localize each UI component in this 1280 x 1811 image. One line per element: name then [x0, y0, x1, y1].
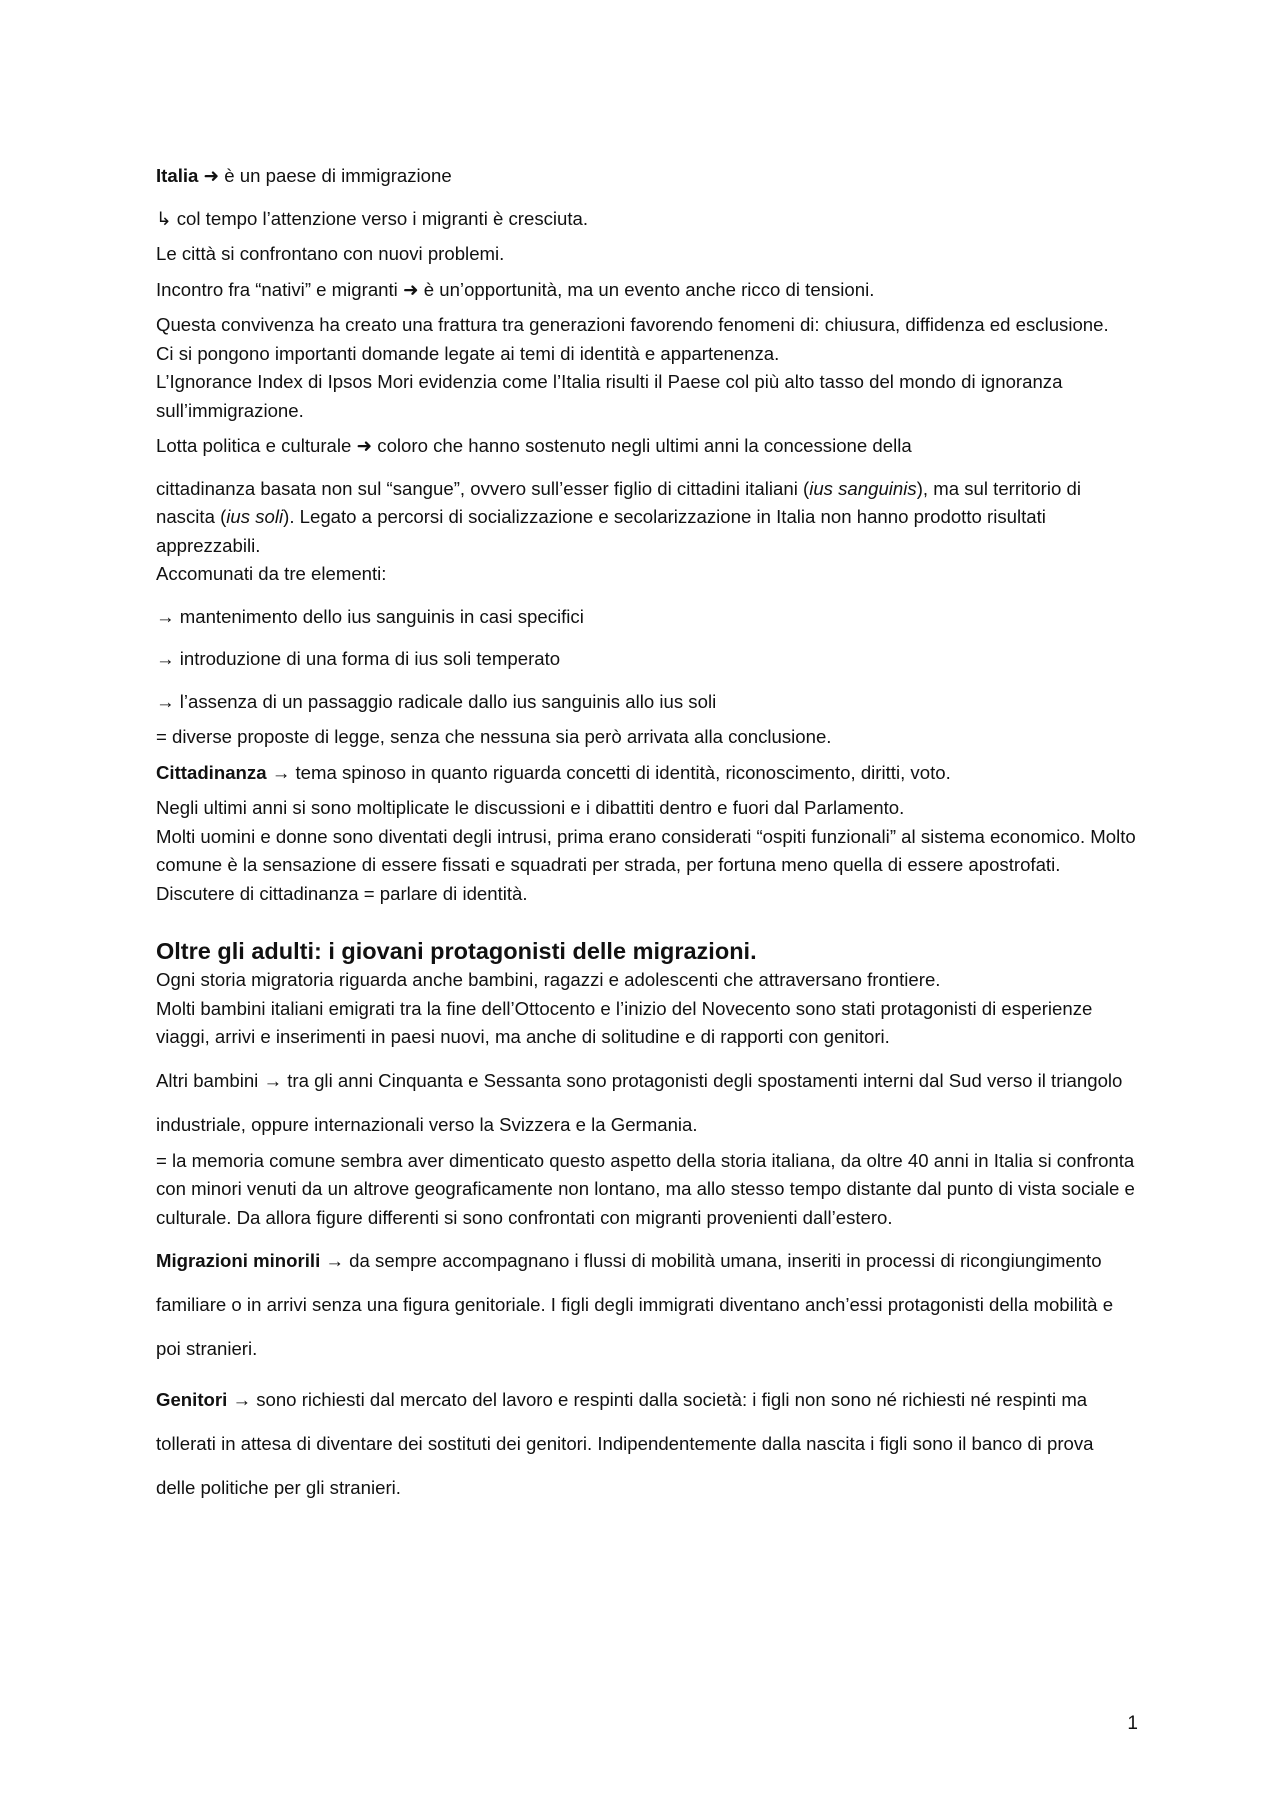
term-migrazioni-minorili: Migrazioni minorili	[156, 1250, 321, 1271]
paragraph-intrusi: Molti uomini e donne sono diventati degli intrusi, prima erano considerati “ospiti funzionali” al sistema economico. Molto comune è la sensazione di essere fissati e squadrati per strada, per fortuna meno quella di essere apostrofati.	[156, 825, 1136, 875]
paragraph-convivenza: Questa convivenza ha creato una frattura tra generazioni favorendo fenomeni di: chiusura, diffidenza ed esclusione.	[156, 314, 1109, 335]
arrow-icon: ➜	[356, 435, 373, 456]
paragraph-identita: Discutere di cittadinanza = parlare di identità.	[156, 882, 528, 904]
paragraph-domande: Ci si pongono importanti domande legate ai temi di identità e appartenenza.	[156, 342, 780, 364]
paragraph-dibattiti: Negli ultimi anni si sono moltiplicate le discussioni e i dibattiti dentro e fuori dal Parlamento.	[156, 797, 905, 818]
paragraph-cittadinanza: Cittadinanza → tema spinoso in quanto riguarda concetti di identità, riconoscimento, diritti, voto.	[156, 761, 951, 783]
document-body	[156, 162, 1136, 1510]
paragraph-migrazioni-minorili: Migrazioni minorili → da sempre accompagnano i flussi di mobilità umana, inseriti in processi di ricongiungimento familiare o in arrivi senza una figura genitoriale. I figli degli immigrati diventano anch’essi protagonisti della mobilità e poi stranieri.	[156, 1250, 1114, 1359]
paragraph-ignorance-index: L’Ignorance Index di Ipsos Mori evidenzia come l’Italia risulti il Paese col più alto tasso del mondo di ignoranza sull’immigrazione.	[156, 371, 1063, 421]
paragraph-proposte: = diverse proposte di legge, senza che nessuna sia però arrivata alla conclusione.	[156, 726, 832, 747]
arrow-icon: ➜	[198, 165, 225, 186]
paragraph-storia-migratoria: Ogni storia migratoria riguarda anche bambini, ragazzi e adolescenti che attraversano frontiere.	[156, 969, 941, 990]
paragraph-memoria-comune: = la memoria comune sembra aver dimenticato questo aspetto della storia italiana, da oltre 40 anni in Italia si confronta con minori venuti da un altrove geograficamente non lontano, ma allo stesso tempo distante dal punto di vista sociale e culturale. Da allora figure differenti si sono confrontati con migranti provenienti dall’estero.	[156, 1149, 1135, 1228]
list-item: → l’assenza di un passaggio radicale dallo ius sanguinis allo ius soli	[156, 690, 717, 712]
paragraph-lotta-politica: Lotta politica e culturale ➜ coloro che hanno sostenuto negli ultimi anni la concessione della	[156, 435, 912, 456]
list-item: → introduzione di una forma di ius soli temperato	[156, 648, 561, 669]
paragraph-cittadinanza-sangue: cittadinanza basata non sul “sangue”, ovvero sull’esser figlio di cittadini italiani (ius sanguinis), ma sul territorio di nascita (ius soli). Legato a percorsi di socializzazione e secolarizzazione in Italia non hanno prodotto risultati apprezzabili.	[156, 477, 1081, 556]
term-cittadinanza: Cittadinanza	[156, 761, 267, 783]
section-heading: Oltre gli adulti: i giovani protagonisti delle migrazioni.	[156, 938, 757, 964]
paragraph-citta: Le città si confrontano con nuovi problemi.	[156, 243, 505, 264]
term-genitori: Genitori	[156, 1389, 228, 1410]
paragraph-altri-bambini: Altri bambini → tra gli anni Cinquanta e Sessanta sono protagonisti degli spostamenti interni dal Sud verso il triangolo industriale, oppure internazionali verso la Svizzera e la Germania.	[156, 1069, 1123, 1135]
term-italia: Italia	[156, 165, 199, 186]
arrow-icon: ➜	[402, 278, 419, 300]
paragraph-accomunati: Accomunati da tre elementi:	[156, 563, 387, 584]
paragraph-attenzione: ↳ col tempo l’attenzione verso i migranti è cresciuta.	[156, 207, 589, 229]
return-arrow-icon: ↳	[156, 207, 177, 229]
paragraph-genitori: Genitori → sono richiesti dal mercato del lavoro e respinti dalla società: i figli non sono né richiesti né respinti ma tollerati in attesa di diventare dei sostituti dei genitori. Indipendentemente dalla nascita i figli sono il banco di prova delle politiche per gli stranieri.	[156, 1389, 1094, 1498]
paragraph-bambini-italiani: Molti bambini italiani emigrati tra la fine dell’Ottocento e l’inizio del Novecento sono stati protagonisti di esperienze viaggi, arrivi e inserimenti in paesi nuovi, ma anche di solitudine e di rapporti con genitori.	[156, 997, 1093, 1047]
page-number: 1	[1127, 1713, 1138, 1734]
paragraph-incontro: Incontro fra “nativi” e migranti ➜ è un’opportunità, ma un evento anche ricco di tensioni.	[156, 278, 875, 300]
paragraph-italia: Italia ➜ è un paese di immigrazione	[156, 165, 452, 186]
list-item: → mantenimento dello ius sanguinis in casi specifici	[156, 605, 584, 627]
